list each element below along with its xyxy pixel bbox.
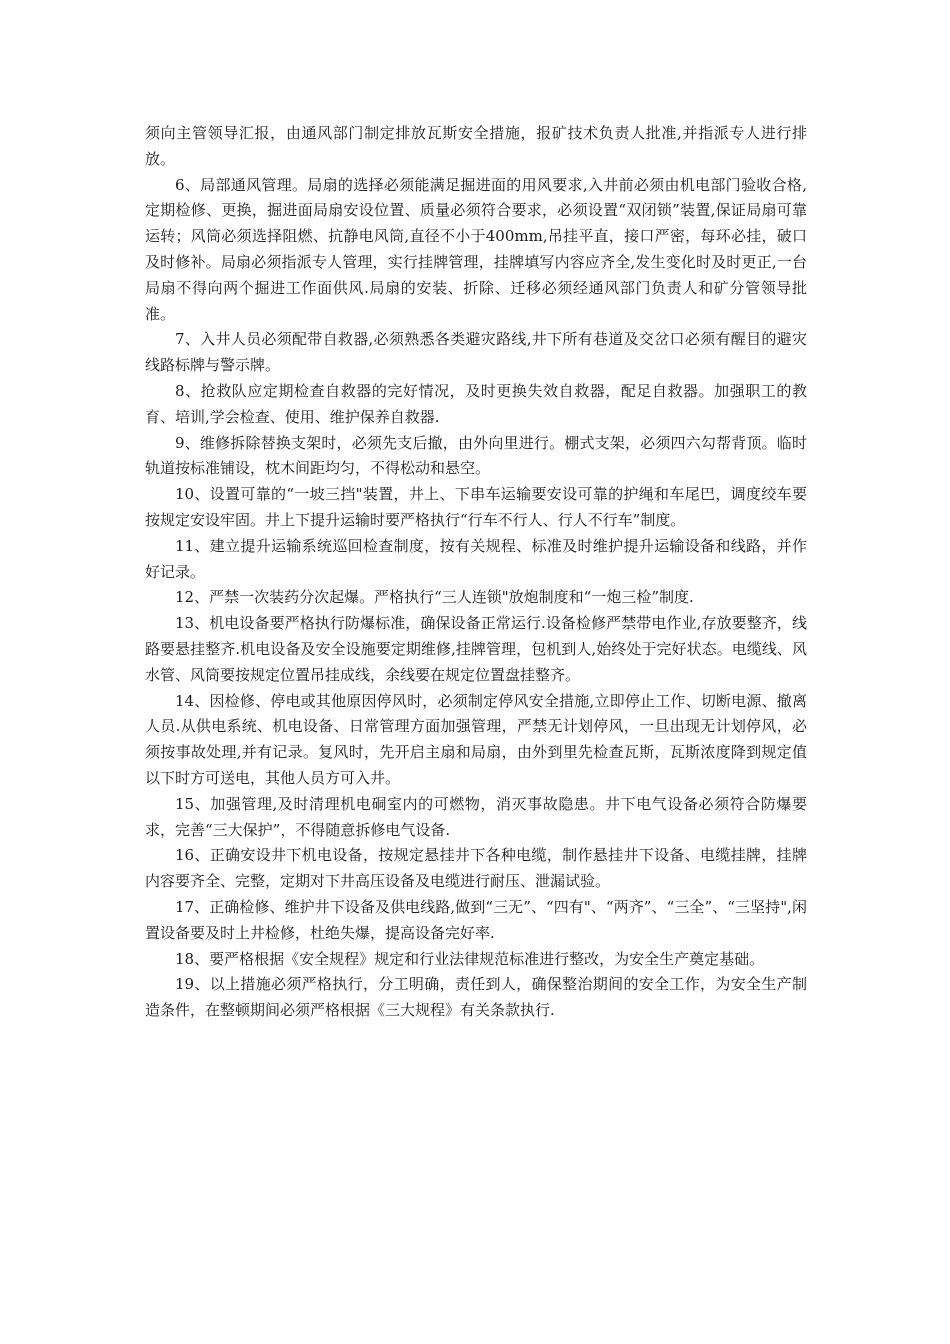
- paragraph-item-8: 8、抢救队应定期检查自救器的完好情况，及时更换失效自救器，配足自救器。加强职工的教育、培训,学会检查、使用、维护保养自救器.: [145, 381, 807, 426]
- paragraph-item-11: 11、建立提升运输系统巡回检查制度，按有关规程、标准及时维护提升运输设备和线路，并作好记录。: [145, 536, 807, 581]
- paragraph-item-9: 9、维修拆除替换支架时，必须先支后撤，由外向里进行。棚式支架，必须四六勾帮背顶。临时轨道按标准铺设，枕木间距均匀，不得松动和悬空。: [145, 433, 807, 478]
- paragraph-item-16: 16、正确安设井下机电设备，按规定悬挂井下各种电缆，制作悬挂井下设备、电缆挂牌，挂牌内容要齐全、完整，定期对下井高压设备及电缆进行耐压、泄漏试验。: [145, 846, 807, 891]
- paragraph-item-13: 13、机电设备要严格执行防爆标准，确保设备正常运行.设备检修严禁带电作业,存放要整齐，线路要悬挂整齐.机电设备及安全设施要定期维修,挂牌管理，包机到人,始终处于完好状态。电缆线、风水管、风筒要按规定位置吊挂成线，余线要在规定位置盘挂整齐。: [145, 614, 807, 684]
- paragraph-item-17: 17、正确检修、维护井下设备及供电线路,做到“三无”、“四有"、“两齐”、“三全”、“三坚持",闲置设备要及时上井检修，杜绝失爆，提高设备完好率.: [145, 897, 807, 942]
- paragraph-item-6: 6、局部通风管理。局扇的选择必须能满足掘进面的用风要求,入井前必须由机电部门验收合格,定期检修、更换，掘进面局扇安设位置、质量必须符合要求，必须设置“双闭锁”装置,保证局扇可靠运转；风筒必须选择阻燃、抗静电风筒,直径不小于400mm,吊挂平直，接口严密，每环必挂，破口及时修补。局扇必须指派专人管理，实行挂牌管理，挂牌填写内容应齐全,发生变化时及时更正,一台局扇不得向两个掘进工作面供风.局扇的安装、折除、迁移必须经通风部门负责人和矿分管领导批准。: [145, 175, 808, 323]
- paragraph-continuation: 须向主管领导汇报，由通风部门制定排放瓦斯安全措施，报矿技术负责人批准,并指派专人进行排放。: [145, 124, 807, 168]
- paragraph-item-15: 15、加强管理,及时清理机电硐室内的可燃物，消灭事故隐患。井下电气设备必须符合防爆要求，完善“三大保护”，不得随意拆修电气设备.: [145, 794, 807, 839]
- paragraph-item-18: 18、要严格根据《安全规程》规定和行业法律规范标准进行整改，为安全生产奠定基础。: [175, 949, 765, 968]
- paragraph-item-7: 7、入井人员必须配带自救器,必须熟悉各类避灾路线,井下所有巷道及交岔口必须有醒目的避灾线路标牌与警示牌。: [145, 330, 807, 375]
- paragraph-item-10: 10、设置可靠的“一坡三挡"装置，井上、下串车运输要安设可靠的护绳和车尾巴，调度绞车要按规定安设牢固。井上下提升运输时要严格执行“行车不行人、行人不行车”制度。: [145, 485, 807, 529]
- paragraph-item-12: 12、严禁一次装药分次起爆。严格执行“三人连锁"放炮制度和“一炮三检”制度.: [175, 588, 694, 607]
- document-body: [145, 121, 807, 1024]
- paragraph-item-19: 19、以上措施必须严格执行，分工明确，责任到人，确保整治期间的安全工作，为安全生产制造条件，在整顿期间必须严格根据《三大规程》有关条款执行.: [145, 975, 807, 1020]
- paragraph-item-14: 14、因检修、停电或其他原因停风时，必须制定停风安全措施,立即停止工作、切断电源、撤离人员.从供电系统、机电设备、日常管理方面加强管理，严禁无计划停风，一旦出现无计划停风，必须按事故处理,并有记录。复风时，先开启主扇和局扇，由外到里先检查瓦斯，瓦斯浓度降到规定值以下时方可送电，其他人员方可入井。: [145, 691, 807, 787]
